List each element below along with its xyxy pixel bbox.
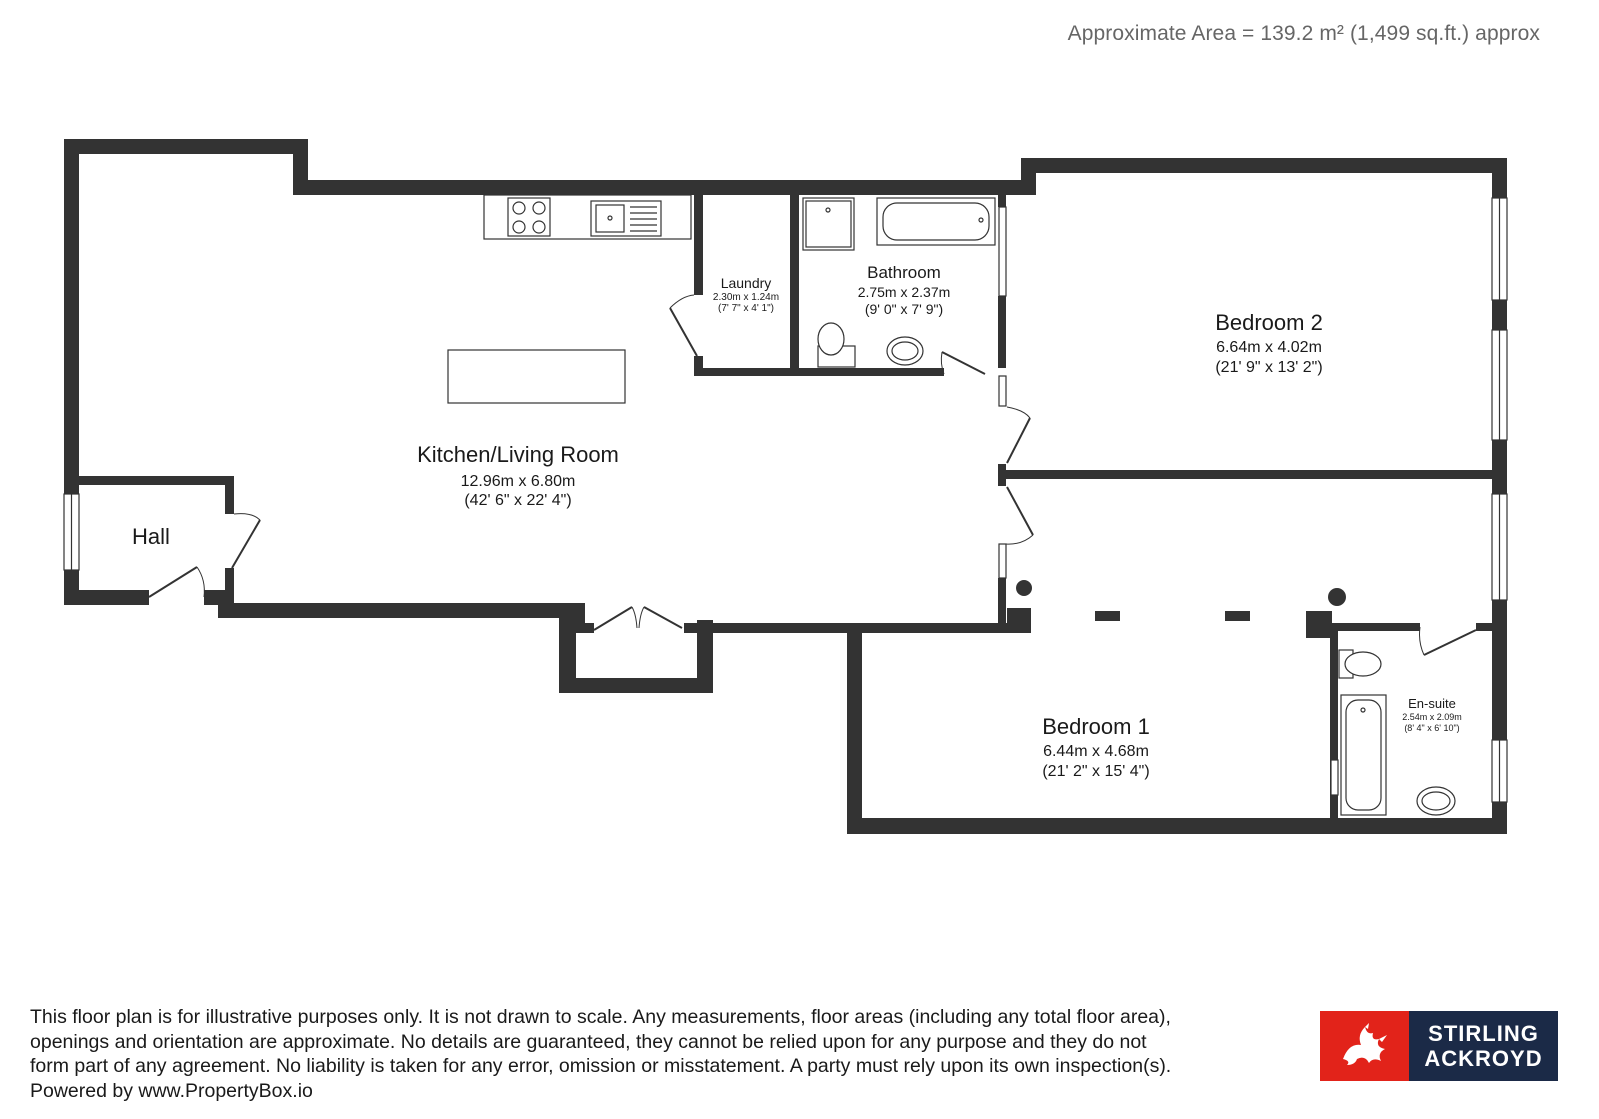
wall — [1330, 623, 1420, 631]
dragon-icon — [1320, 1011, 1409, 1081]
column — [1016, 580, 1032, 596]
agency-name-line1: STIRLING — [1428, 1021, 1539, 1046]
walls — [64, 139, 1507, 834]
room-imperial: (42' 6" x 22' 4") — [464, 492, 572, 509]
door-hall — [232, 520, 260, 568]
room-name: Bedroom 1 — [1042, 714, 1150, 739]
agency-name-line2: ACKROYD — [1424, 1046, 1543, 1071]
room-name: En-suite — [1408, 696, 1456, 711]
wall — [1095, 611, 1120, 621]
wall — [998, 296, 1006, 368]
window — [999, 207, 1006, 296]
agency-name — [1409, 1011, 1558, 1081]
wall — [1006, 470, 1507, 479]
room-metric: 6.64m x 4.02m — [1216, 339, 1322, 356]
disclaimer-line: This floor plan is for illustrative purposes only. It is not drawn to scale. Any measurements, floor areas (including any total floor area), — [30, 1006, 1171, 1028]
door-hall-front — [149, 567, 197, 597]
wall — [847, 623, 862, 834]
wall — [684, 623, 848, 633]
wall — [1476, 623, 1507, 631]
disclaimer-line: openings and orientation are approximate. No details are guaranteed, they cannot be relied upon for any purpose and they do not — [30, 1030, 1147, 1053]
wall — [1021, 158, 1507, 173]
windows — [64, 198, 1507, 802]
room-imperial: (7' 7" x 4' 1") — [718, 303, 774, 314]
wall — [218, 590, 233, 618]
door-ensuite — [1424, 630, 1476, 655]
room-metric: 2.75m x 2.37m — [857, 284, 951, 300]
room-imperial: (21' 2" x 15' 4") — [1042, 763, 1150, 780]
wall — [64, 139, 308, 154]
wall — [293, 180, 1036, 195]
room-name: Kitchen/Living Room — [417, 442, 619, 467]
wall — [998, 464, 1006, 486]
wall — [1330, 623, 1338, 834]
disclaimer-line: form part of any agreement. No liability is taken for any error, omission or misstatement. A party must rely upon its own inspection(s). — [30, 1055, 1172, 1077]
disclaimer — [30, 1005, 1300, 1103]
door-bedroom1 — [1007, 487, 1033, 535]
approximate-area: Approximate Area = 139.2 m² (1,499 sq.ft.) approx — [1067, 22, 1540, 45]
wall — [1007, 608, 1031, 633]
wall — [64, 476, 234, 485]
room-name: Laundry — [720, 275, 772, 291]
fixtures — [448, 195, 1455, 815]
agency-logo — [1320, 1011, 1558, 1081]
window — [1331, 760, 1338, 795]
wall — [847, 818, 1507, 834]
wall — [694, 368, 944, 376]
room-name: Bathroom — [867, 263, 941, 282]
wall — [218, 603, 576, 618]
room-metric: 2.30m x 1.24m — [712, 292, 780, 303]
wall — [225, 476, 234, 514]
room-name: Bedroom 2 — [1215, 310, 1323, 335]
room-metric: 2.54m x 2.09m — [1402, 712, 1462, 722]
door-laundry — [670, 308, 697, 356]
room-metric: 12.96m x 6.80m — [460, 473, 576, 490]
wall — [559, 678, 713, 693]
wall — [998, 578, 1006, 633]
room-imperial: (9' 0" x 7' 9") — [864, 301, 944, 317]
door-bedroom2 — [1007, 418, 1030, 463]
column — [1328, 588, 1346, 606]
wall — [1225, 611, 1250, 621]
room-imperial: (8' 4" x 6' 10") — [1404, 723, 1460, 733]
window — [999, 544, 1006, 578]
kitchen-island — [448, 350, 625, 403]
wall — [790, 195, 799, 376]
wall — [64, 590, 149, 605]
wall — [694, 195, 703, 295]
wall — [1306, 611, 1332, 638]
door-cupboard — [594, 607, 682, 630]
powered-by: Powered by www.PropertyBox.io — [30, 1079, 313, 1102]
door-bathroom — [942, 352, 985, 374]
room-metric: 6.44m x 4.68m — [1043, 743, 1149, 760]
wall — [576, 603, 585, 633]
window — [999, 376, 1006, 406]
wall — [998, 195, 1006, 207]
room-name: Hall — [132, 524, 170, 549]
room-imperial: (21' 9" x 13' 2") — [1215, 359, 1323, 376]
wall — [862, 623, 1008, 633]
